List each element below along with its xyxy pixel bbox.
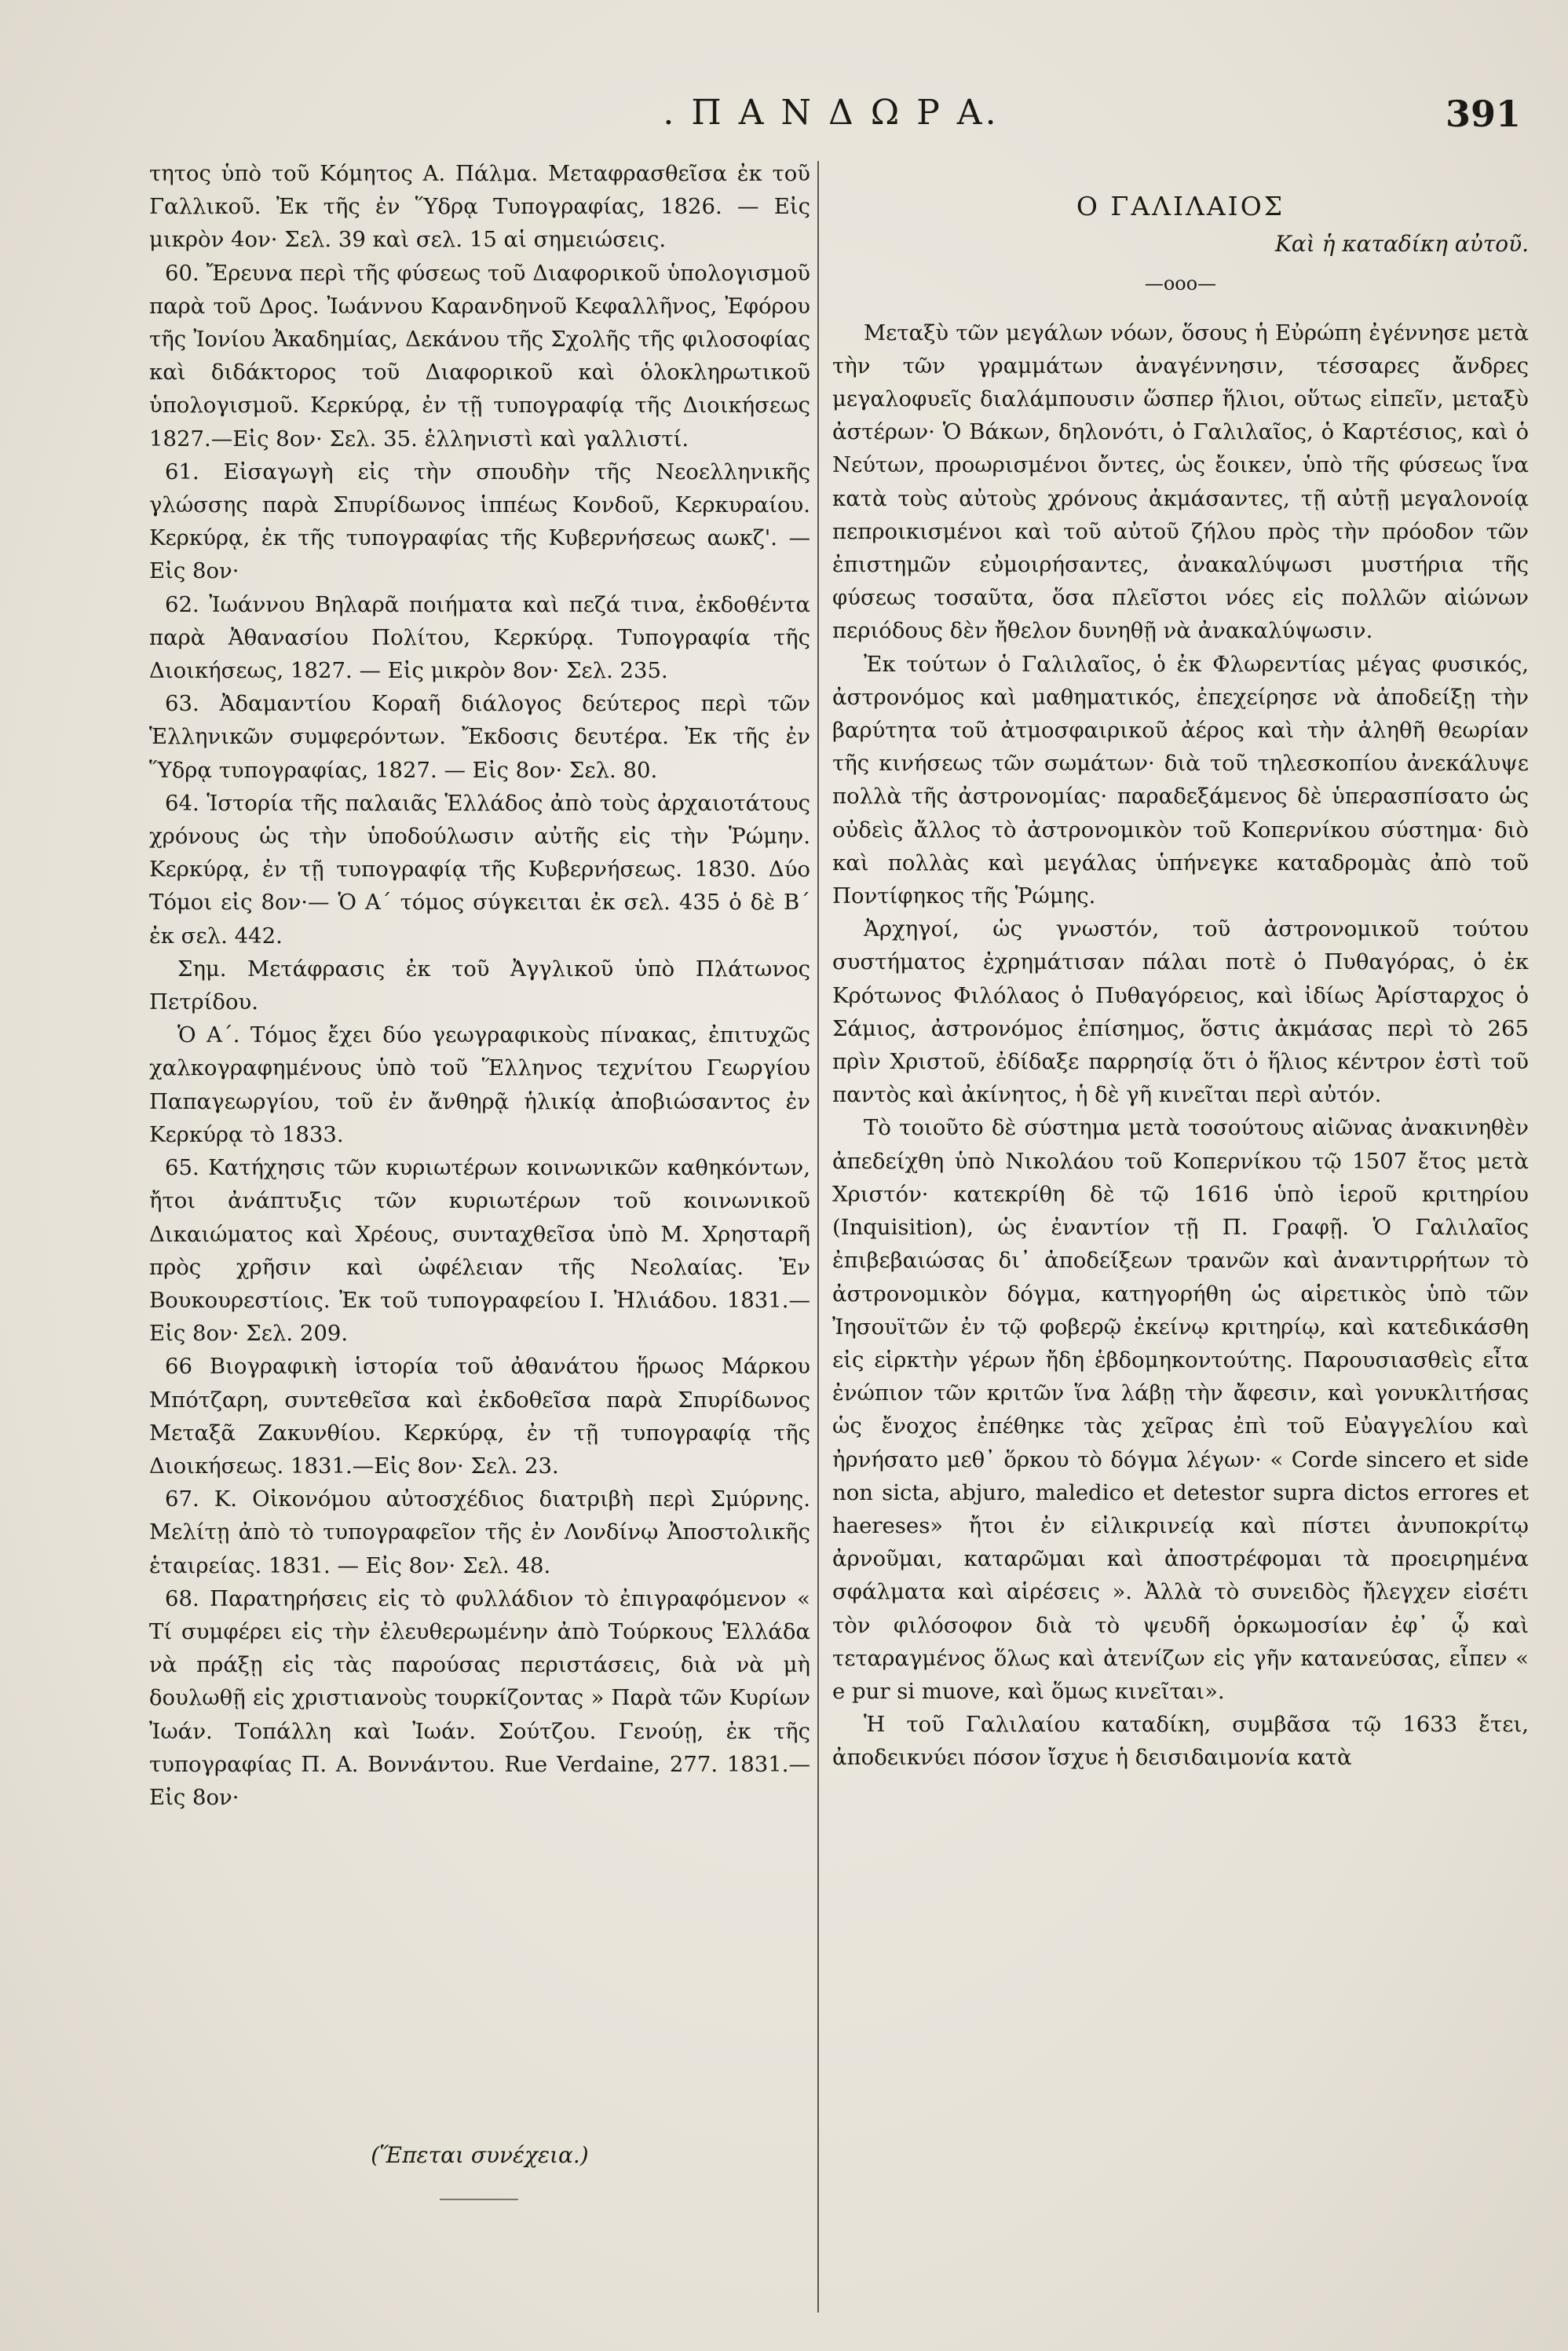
entry-66: 66 Βιογραφικὴ ἱστορία τοῦ ἀθανάτου ἥρωος Μάρκου Μπότζαρη, συντεθεῖσα καὶ ἐκδοθεῖσα παρὰ Σπυρίδωνος Μεταξᾶ Ζακυνθίου. Κερκύρᾳ, ἐν τῇ τυπογραφίᾳ τῆς Διοικήσεως. 1831.—Εἰς 8ον· Σελ. 23.: [149, 1354, 810, 1479]
article-separator: —ooo—: [1144, 272, 1217, 295]
article-subtitle: Καὶ ἡ καταδίκη αὐτοῦ.: [1274, 231, 1529, 258]
note-translation: Σημ. Μετάφρασις ἐκ τοῦ Ἀγγλικοῦ ὑπὸ Πλάτωνος Πετρίδου.: [149, 956, 810, 1015]
left-column: [149, 157, 810, 1814]
entry-63: 63. Ἀδαμαντίου Κοραῆ διάλογος δεύτερος περὶ τῶν Ἑλληνικῶν συμφερόντων. Ἔκδοσις δευτέρα. Ἐκ τῆς ἐν Ὕδρᾳ τυπογραφίας, 1827. — Εἰς 8ον· Σελ. 80.: [149, 691, 810, 783]
article-paragraph: Ἡ τοῦ Γαλιλαίου καταδίκη, συμβᾶσα τῷ 1633 ἔτει, ἀποδεικνύει πόσον ἴσχυε ἡ δεισιδαιμονία κατὰ: [832, 1712, 1529, 1771]
entry-62: 62. Ἰωάννου Βηλαρᾶ ποιήματα καὶ πεζά τινα, ἐκδοθέντα παρὰ Ἀθανασίου Πολίτου, Κερκύρᾳ. Τυπογραφία τῆς Διοικήσεως, 1827. — Εἰς μικρὸν 8ον· Σελ. 235.: [149, 591, 810, 684]
entry-65: 65. Κατήχησις τῶν κυριωτέρων κοινωνικῶν καθηκόντων, ἤτοι ἀνάπτυξις τῶν κυριωτέρων τοῦ κοινωνικοῦ Δικαιώματος καὶ Χρέους, συνταχθεῖσα ὑπὸ Μ. Χρησταρῆ πρὸς χρῆσιν καὶ ὠφέλειαν τῆς Νεολαίας. Ἐν Βουκουρεστίοις. Ἐκ τοῦ τυπογραφείου Ι. Ἠλιάδου. 1831.—Εἰς 8ον· Σελ. 209.: [149, 1155, 810, 1347]
page-header: [141, 93, 1521, 148]
entry-64: 64. Ἱστορία τῆς παλαιᾶς Ἑλλάδος ἀπὸ τοὺς ἀρχαιοτάτους χρόνους ὡς τὴν ὑποδούλωσιν αὐτῆς εἰς τὴν Ῥώμην. Κερκύρᾳ, ἐν τῇ τυπογραφίᾳ τῆς Κυβερνήσεως. 1830. Δύο Τόμοι εἰς 8ον·— Ὁ Α΄ τόμος σύγκειται ἐκ σελ. 435 ὁ δὲ Β΄ ἐκ σελ. 442.: [149, 790, 810, 949]
article-paragraph: Μεταξὺ τῶν μεγάλων νόων, ὅσους ἡ Εὐρώπη ἐγέννησε μετὰ τὴν τῶν γραμμάτων ἀναγέννησιν, τέσσαρες ἄνδρες μεγαλοφυεῖς διαλάμπουσιν ὥσπερ ἥλιοι, οὕτως εἰπεῖν, μεταξὺ ἀστέρων· Ὁ Βάκων, δηλονότι, ὁ Γαλιλαῖος, ὁ Καρτέσιος, καὶ ὁ Νεύτων, προωρισμένοι ὄντες, ὡς ἔοικεν, ὑπὸ τῆς φύσεως ἵνα κατὰ τοὺς αὐτοὺς χρόνους ἀκμάσαντες, τῇ αὐτῇ μεγαλονοίᾳ πεπροικισμένοι καὶ τοῦ αὐτοῦ ζήλου πρὸς τὴν πρόοδον τῶν ἐπιστημῶν εὐμοιρήσαντες, ἀνακαλύψωσι μυστήρια τῆς φύσεως τοσαῦτα, ὅσα πλεῖστοι νόες εἰς πολλῶν αἰώνων περιόδους δὲν ἤθελον δυνηθῇ νὰ ἀνακαλύψωσιν.: [832, 320, 1529, 644]
column-divider: [817, 161, 819, 2313]
article-title: Ο ΓΑΛΙΛΑΙΟΣ: [1076, 191, 1285, 221]
bottom-rule: [440, 2199, 518, 2200]
note-maps: Ὁ Α΄. Τόμος ἔχει δύο γεωγραφικοὺς πίνακας, ἐπιτυχῶς χαλκογραφημένους ὑπὸ τοῦ Ἕλληνος τεχνίτου Γεωργίου Παπαγεωργίου, τοῦ ἐν ἄνθηρᾷ ἡλικίᾳ ἀποβιώσαντος ἐν Κερκύρᾳ τὸ 1833.: [149, 1022, 810, 1147]
entry-68: 68. Παρατηρήσεις εἰς τὸ φυλλάδιον τὸ ἐπιγραφόμενον « Τί συμφέρει εἰς τὴν ἐλευθερωμένην ἀπὸ Τούρκους Ἑλλάδα νὰ πράξῃ εἰς τὰς παρούσας περιστάσεις, διὰ νὰ μὴ δουλωθῇ εἰς χριστιανοὺς τουρκίζοντας » Παρὰ τῶν Κυρίων Ἰωάν. Τοπάλλη καὶ Ἰωάν. Σούτζου. Γενούῃ, ἐκ τῆς τυπογραφίας Π. Α. Βοννάντου. Rue Verdaine, 277. 1831.— Εἰς 8ον·: [149, 1585, 810, 1810]
continued-note: (Ἕπεται συνέχεια.): [371, 2142, 589, 2168]
entry-67: 67. Κ. Οἰκονόμου αὐτοσχέδιος διατριβὴ περὶ Σμύρνης. Μελίτῃ ἀπὸ τὸ τυπογραφεῖον τῆς ἐν Λονδίνῳ Ἀποστολικῆς ἑταιρείας. 1831. — Εἰς 8ον· Σελ. 48.: [149, 1486, 810, 1578]
page-number: 391: [1445, 93, 1521, 135]
journal-title: . Π Α Ν Δ Ω Ρ Α.: [663, 93, 1000, 133]
article-paragraph: Ἐκ τούτων ὁ Γαλιλαῖος, ὁ ἐκ Φλωρεντίας μέγας φυσικός, ἀστρονόμος καὶ μαθηματικός, ἐπεχείρησε νὰ ἀποδείξῃ τὴν βαρύτητα τοῦ ἀτμοσφαιρικοῦ ἀέρος καὶ τὴν ἀληθῆ θεωρίαν τῆς κινήσεως τῶν σωμάτων· διὰ τοῦ τηλεσκοπίου ἀνεκάλυψε πολλὰ τῆς ἀστρονομίας· παραδεξάμενος δὲ ὑπερασπίσατο ὡς οὐδεὶς ἄλλος τὸ ἀστρονομικὸν τοῦ Κοπερνίκου σύστημα· διὸ καὶ πολλὰς καὶ μεγάλας ὑπήνεγκε καταδρομὰς ἀπὸ τοῦ Ποντίφηκος τῆς Ῥώμης.: [832, 651, 1529, 909]
entry-61: 61. Εἰσαγωγὴ εἰς τὴν σπουδὴν τῆς Νεοελληνικῆς γλώσσης παρὰ Σπυρίδωνος ἱππέως Κονδοῦ, Κερκυραίου. Κερκύρᾳ, ἐκ τῆς τυπογραφίας τῆς Κυβερνήσεως αωκζ'. — Εἰς 8ον·: [149, 459, 810, 584]
entry-60: 60. Ἔρευνα περὶ τῆς φύσεως τοῦ Διαφορικοῦ ὑπολογισμοῦ παρὰ τοῦ Δρος. Ἰωάννου Καρανδηνοῦ Κεφαλλῆνος, Ἐφόρου τῆς Ἰονίου Ἀκαδημίας, Δεκάνου τῆς Σχολῆς τῆς φιλοσοφίας καὶ διδάκτορος τοῦ Διαφορικοῦ καὶ ὁλοκληρωτικοῦ ὑπολογισμοῦ. Κερκύρᾳ, ἐν τῇ τυπογραφίᾳ τῆς Διοικήσεως 1827.—Εἰς 8ον· Σελ. 35. ἑλληνιστὶ καὶ γαλλιστί.: [149, 260, 810, 452]
article-paragraph: Τὸ τοιοῦτο δὲ σύστημα μετὰ τοσούτους αἰῶνας ἀνακινηθὲν ἀπεδείχθη ὑπὸ Νικολάου τοῦ Κοπερνίκου τῷ 1507 ἔτος μετὰ Χριστόν· κατεκρίθη δὲ τῷ 1616 ὑπὸ ἱεροῦ κριτηρίου (Inquisition), ὡς ἐναντίον τῇ Π. Γραφῇ. Ὁ Γαλιλαῖος ἐπιβεβαιώσας δι᾽ ἀποδείξεων τρανῶν καὶ ἀναντιρρήτων τὸ ἀστρονομικὸν δόγμα, κατηγορήθη ὡς αἱρετικὸς ὑπὸ τῶν Ἰησουϊτῶν ἐν τῷ φοβερῷ ἐκείνῳ κριτηρίῳ, καὶ κατεδικάσθη εἰς εἱρκτὴν γέρων ἤδη ἑβδομηκοντούτης. Παρουσιασθεὶς εἶτα ἐνώπιον τῶν κριτῶν ἵνα λάβῃ τὴν ἄφεσιν, καὶ γονυκλιτήσας ὡς ἔνοχος ἐπέθηκε τὰς χεῖρας ἐπὶ τοῦ Εὐαγγελίου καὶ ἠρνήσατο μεθ᾽ ὅρκου τὸ δόγμα λέγων· « Corde sincero et side non sicta, abjuro, maledico et detestor supra dictos errores et haereses» ἤτοι ἐν εἰλικρινείᾳ καὶ πίστει ἀνυποκρίτῳ ἀρνοῦμαι, καταρῶμαι καὶ ἀποστρέφομαι τὰ προειρημένα σφάλματα καὶ αἱρέσεις ». Ἀλλὰ τὸ συνειδὸς ἤλεγχεν εἰσέτι τὸν φιλόσοφον διὰ τὸ ψευδῆ ὁρκωμοσίαν ἐφ᾽ ᾧ καὶ τεταραγμένος ὅλως καὶ ἀτενίζων εἰς γῆν κατανεύσας, εἶπεν « e pur si muove, καὶ ὅμως κινεῖται».: [832, 1115, 1529, 1704]
right-column: [832, 157, 1529, 1775]
intro-entry: τητος ὑπὸ τοῦ Κόμητος Α. Πάλμα. Μεταφρασθεῖσα ἐκ τοῦ Γαλλικοῦ. Ἐκ τῆς ἐν Ὕδρᾳ Τυπογραφίας, 1826. — Εἰς μικρὸν 4ον· Σελ. 39 καὶ σελ. 15 αἱ σημειώσεις.: [149, 161, 810, 253]
article-paragraph: Ἀρχηγοί, ὡς γνωστόν, τοῦ ἀστρονομικοῦ τούτου συστήματος ἐχρημάτισαν πάλαι ποτὲ ὁ Πυθαγόρας, ὁ ἐκ Κρότωνος Φιλόλαος ὁ Πυθαγόρειος, καὶ ἰδίως Ἀρίσταρχος ὁ Σάμιος, ἀστρονόμος ἐπίσημος, ὅστις ἀκμάσας περὶ τὸ 265 πρὶν Χριστοῦ, ἐδίδαξε παρρησίᾳ ὅτι ὁ ἥλιος κέντρον ἐστὶ τοῦ παντὸς καὶ ἀκίνητος, ἡ δὲ γῆ κινεῖται περὶ αὐτόν.: [832, 916, 1529, 1108]
